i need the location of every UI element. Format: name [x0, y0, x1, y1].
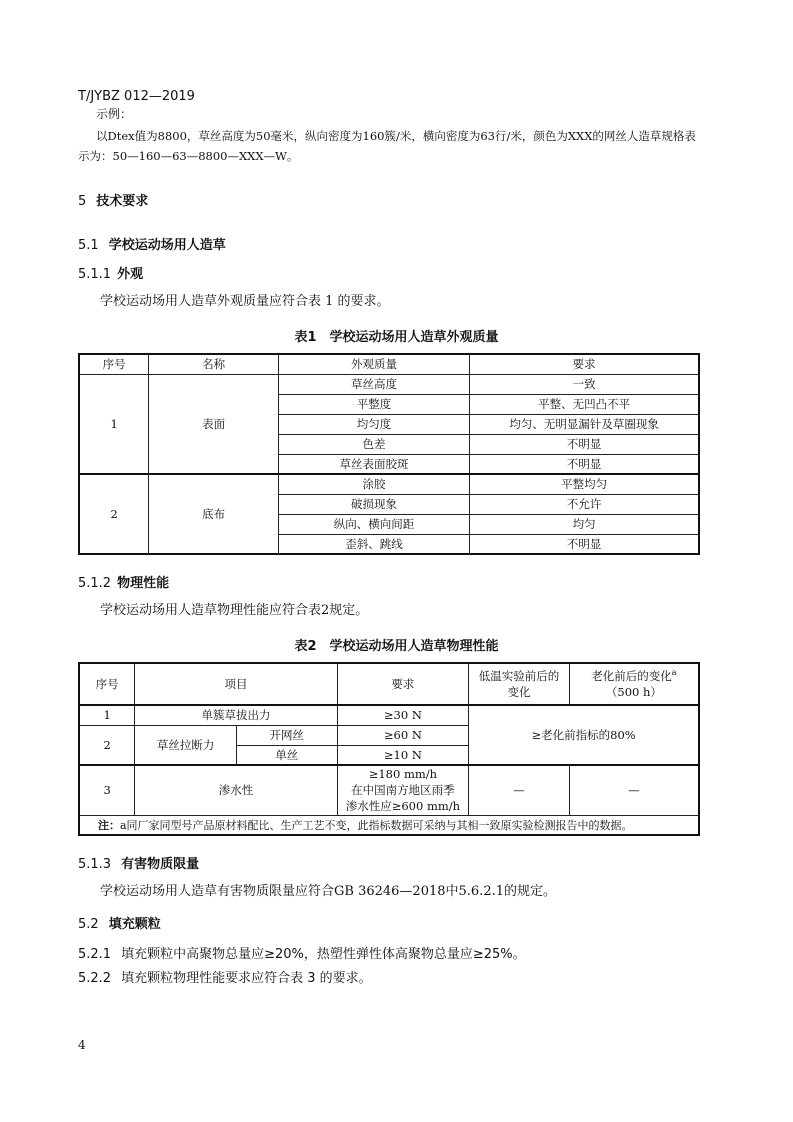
requirement-cell: ≥60 N [337, 725, 469, 745]
col-header: 名称 [149, 354, 279, 374]
section-number: 5.1.3 [78, 857, 112, 872]
section-5-1-1-heading [78, 263, 143, 282]
requirement-cell: 均匀 [470, 514, 699, 534]
example-line-1: 以Dtex值为8800，草丝高度为50毫米，纵向密度为160簇/米，横向密度为63行/米，颜色为XXX的网丝人造草规格表 [96, 129, 696, 143]
col-header: 要求 [470, 354, 699, 374]
requirement-cell: 均匀、无明显漏针及草圈现象 [470, 414, 699, 434]
section-number: 5.1 [78, 238, 99, 253]
table-row [79, 474, 699, 494]
section-5-2-2 [78, 967, 372, 986]
section-5-1-3-text: 学校运动场用人造草有害物质限量应符合GB 36246—2018中5.6.2.1的规定。 [100, 884, 556, 899]
requirement-cell: 一致 [470, 374, 699, 394]
requirement-line: ≥180 mm/h [368, 767, 438, 782]
quality-cell: 涂胶 [278, 474, 469, 494]
note-label: 注： [98, 818, 120, 832]
quality-cell: 歪斜、跳线 [278, 534, 469, 554]
footnote-marker: a [671, 668, 677, 678]
col-header: 要求 [337, 663, 469, 705]
item-cell: 渗水性 [135, 765, 337, 815]
row-number: 2 [79, 474, 149, 554]
section-5-heading [78, 190, 148, 209]
table-row [79, 705, 699, 725]
col-header: 项目 [135, 663, 337, 705]
header-line: （500 h） [605, 685, 662, 699]
note-text: a同厂家同型号产品原材料配比、生产工艺不变，此指标数据可采纳与其相一致原实验检测报告中的数据。 [120, 818, 633, 832]
item-cell: 单簇草拔出力 [135, 705, 337, 725]
requirement-cell: ≥30 N [337, 705, 469, 725]
row-number: 2 [79, 725, 135, 765]
section-5-1-1-text: 学校运动场用人造草外观质量应符合表 1 的要求。 [100, 294, 390, 309]
example-label: 示例： [96, 107, 133, 121]
table-2-header-row [79, 663, 699, 705]
requirement-cell: 不明显 [470, 454, 699, 474]
col-header [569, 663, 699, 705]
section-5-1-3-heading [78, 853, 199, 872]
table-note-row [79, 815, 699, 835]
section-number: 5 [78, 194, 87, 209]
table-row [79, 765, 699, 815]
table-1-header-row [79, 354, 699, 374]
row-number: 1 [79, 705, 135, 725]
row-number: 1 [79, 374, 149, 474]
col-header: 序号 [79, 354, 149, 374]
table-note [79, 815, 699, 835]
col-header: 序号 [79, 663, 135, 705]
quality-cell: 平整度 [278, 394, 469, 414]
section-title: 有害物质限量 [121, 857, 200, 872]
example-line-2: 示为：50—160—63—8800—XXX—W。 [78, 149, 299, 163]
row-name: 表面 [149, 374, 279, 474]
header-line [572, 668, 696, 684]
requirement-cell: 平整、无凹凸不平 [470, 394, 699, 414]
section-5-2-heading [78, 913, 161, 932]
section-5-1-heading [78, 234, 226, 253]
section-title: 技术要求 [96, 194, 149, 209]
section-title: 学校运动场用人造草 [108, 238, 226, 253]
requirement-cell: 不明显 [470, 434, 699, 454]
quality-cell: 草丝高度 [278, 374, 469, 394]
section-number: 5.2.1 [78, 947, 112, 962]
row-name: 底布 [149, 474, 279, 554]
table-row [79, 374, 699, 394]
col-header [469, 663, 570, 705]
table-2 [78, 662, 700, 836]
section-number: 5.1.2 [78, 576, 112, 591]
section-title: 外观 [117, 267, 144, 282]
item-cell: 草丝拉断力 [135, 725, 237, 765]
section-text: 填充颗粒物理性能要求应符合表 3 的要求。 [121, 971, 372, 986]
quality-cell: 纵向、横向间距 [278, 514, 469, 534]
requirement-cell: 平整均匀 [470, 474, 699, 494]
low-temp-change-cell: — [469, 765, 570, 815]
section-number: 5.2.2 [78, 971, 112, 986]
section-5-2-1 [78, 943, 526, 962]
quality-cell: 色差 [278, 434, 469, 454]
section-text: 填充颗粒中高聚物总量应≥20%，热塑性弹性体高聚物总量应≥25%。 [121, 947, 526, 962]
section-5-1-2-heading [78, 572, 169, 591]
requirement-cell: 不明显 [470, 534, 699, 554]
section-5-1-2-text: 学校运动场用人造草物理性能应符合表2规定。 [100, 603, 369, 618]
section-number: 5.1.1 [78, 267, 112, 282]
header-line: 变化 [507, 685, 531, 699]
requirement-cell: ≥10 N [337, 745, 469, 765]
quality-cell: 均匀度 [278, 414, 469, 434]
requirement-cell [337, 765, 469, 815]
header-text: 老化前后的变化 [591, 669, 672, 683]
requirement-line: 渗水性应≥600 mm/h [345, 799, 461, 814]
row-number: 3 [79, 765, 135, 815]
requirement-cell: 不允许 [470, 494, 699, 514]
sub-item-cell: 单丝 [236, 745, 337, 765]
table-1-caption: 表1 学校运动场用人造草外观质量 [294, 330, 499, 345]
table-1 [78, 353, 700, 555]
requirement-line: 在中国南方地区雨季 [351, 783, 455, 798]
header-line: 低温实验前后的 [478, 669, 560, 683]
quality-cell: 草丝表面胶斑 [278, 454, 469, 474]
quality-cell: 破损现象 [278, 494, 469, 514]
section-number: 5.2 [78, 917, 99, 932]
section-title: 物理性能 [117, 576, 170, 591]
aging-change-cell: — [569, 765, 699, 815]
merged-change-cell: ≥老化前指标的80% [469, 705, 699, 765]
section-title: 填充颗粒 [108, 917, 161, 932]
page-number: 4 [78, 1038, 86, 1052]
table-2-caption: 表2 学校运动场用人造草物理性能 [294, 639, 499, 654]
document-id: T/JYBZ 012—2019 [78, 89, 195, 104]
col-header: 外观质量 [278, 354, 469, 374]
sub-item-cell: 开网丝 [236, 725, 337, 745]
